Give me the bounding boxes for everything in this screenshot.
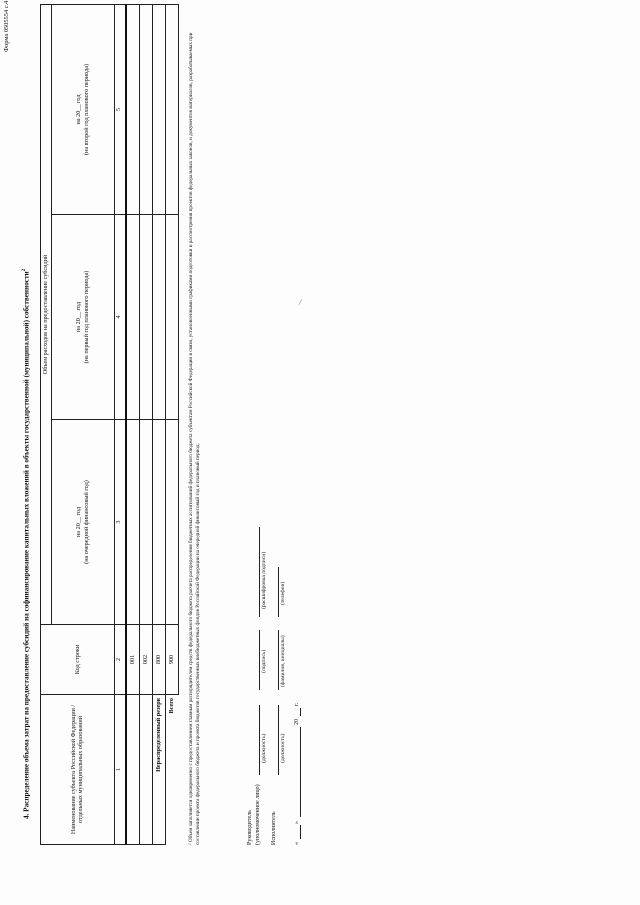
head-label: Руководитель (247, 810, 253, 845)
distribution-table-wrap (40, 5, 179, 845)
row-value-1[interactable] (139, 420, 152, 625)
executor-name-line[interactable] (278, 630, 279, 690)
head-position-line[interactable] (259, 705, 260, 775)
head-sub-label: (уполномоченное лицо) (255, 784, 261, 845)
head-signature-caption: (подпись) (261, 649, 267, 673)
row-code: 800 (152, 625, 165, 695)
year-col-1 (51, 420, 114, 625)
footnote-mark: 2 (22, 268, 27, 272)
row-name (126, 695, 140, 845)
distribution-table (40, 4, 179, 845)
year-col-2 (51, 215, 114, 420)
row-name: Нераспределенный резерв (152, 695, 165, 845)
row-value-3[interactable] (139, 4, 152, 214)
header-row-1 (41, 4, 52, 844)
year-col-2-line1: на 20__ год (75, 302, 82, 332)
row-code: 002 (139, 625, 152, 695)
executor-phone-caption: (телефон) (280, 581, 286, 605)
row-value-3[interactable] (152, 4, 165, 214)
row-name (139, 695, 152, 845)
head-decoding-caption: (расшифровка подписи) (261, 551, 267, 609)
table-row (139, 4, 152, 844)
head-signature-line[interactable] (259, 630, 260, 690)
year-col-3-line1: на 20__ год (75, 94, 82, 125)
date-year-line[interactable] (300, 708, 301, 716)
row-value-3[interactable] (126, 4, 140, 214)
form-number: Форма 0505554 с.4 (3, 0, 10, 52)
row-value-2[interactable] (139, 215, 152, 420)
year-col-1-line2: (на очередной финансовый год) (82, 480, 90, 564)
date-year-suffix: г. (294, 702, 300, 706)
row-name: Всего (165, 695, 178, 845)
executor-name-caption: (фамилия, инициалы) (280, 635, 286, 687)
row-value-1[interactable] (126, 420, 140, 625)
scan-mark (299, 299, 303, 305)
row-value-3[interactable] (165, 4, 178, 214)
col-code-header: Код строки (41, 625, 115, 695)
col-name-header: Наименование субъекта Российской Федерации / отдельных муниципальных образований (41, 695, 115, 845)
column-numbers-row (114, 4, 126, 844)
row-value-1[interactable] (165, 420, 178, 625)
col-number-4: 4 (114, 215, 126, 420)
group-header: Объем расходов на предоставление субсидий (41, 4, 52, 624)
date-year-prefix: 20 (294, 719, 300, 725)
date-open-quote: « (294, 842, 300, 845)
executor-phone-line[interactable] (278, 567, 279, 617)
row-code: 001 (126, 625, 140, 695)
table-row (165, 4, 178, 844)
table-row (152, 4, 165, 844)
date-day-line[interactable] (300, 825, 301, 839)
year-col-2-line2: (на первый год планового периода) (82, 270, 90, 364)
section-title (22, 269, 31, 819)
col-number-1: 1 (114, 695, 126, 845)
date-month-line[interactable] (300, 727, 301, 817)
year-col-1-line1: на 20__ год (75, 507, 82, 537)
col-number-3: 3 (114, 420, 126, 625)
head-decoding-line[interactable] (259, 527, 260, 617)
row-value-1[interactable] (152, 420, 165, 625)
table-row (126, 4, 140, 844)
year-col-3 (51, 4, 114, 214)
row-value-2[interactable] (165, 215, 178, 420)
executor-position-caption: (должность) (280, 733, 286, 763)
row-code: 900 (165, 625, 178, 695)
col-number-5: 5 (114, 4, 126, 214)
row-value-2[interactable] (152, 215, 165, 420)
executor-label: Исполнитель (271, 811, 277, 845)
year-col-3-line2: (на второй год планового периода) (82, 63, 90, 156)
row-value-2[interactable] (126, 215, 140, 420)
section-title-text: 4. Распределение объема затрат на предоставление субсидий на софинансирование капитальных вложений в объекты государственной (муниципальной) собственности (22, 271, 31, 819)
col-number-2: 2 (114, 625, 126, 695)
footnote: ² Объем заполняется одновременно с предоставлением главным распорядителем средств федерального бюджета расчета распределения бюджетных ассигнований федерального бюджета субъектам Российской Федерации в связи, установленными графиками подготовки и рассмотрения проектов федеральных законов, и документов материалов, разрабатываемых при составлении проекта федерального бюджета и проекта бюджетов государственных внебюджетных фондов Российской Федерации на очередной финансовый год и плановый период. (188, 32, 201, 845)
head-position-caption: (должность) (261, 733, 267, 763)
executor-position-line[interactable] (278, 705, 279, 775)
date-close-quote: » (294, 821, 300, 824)
